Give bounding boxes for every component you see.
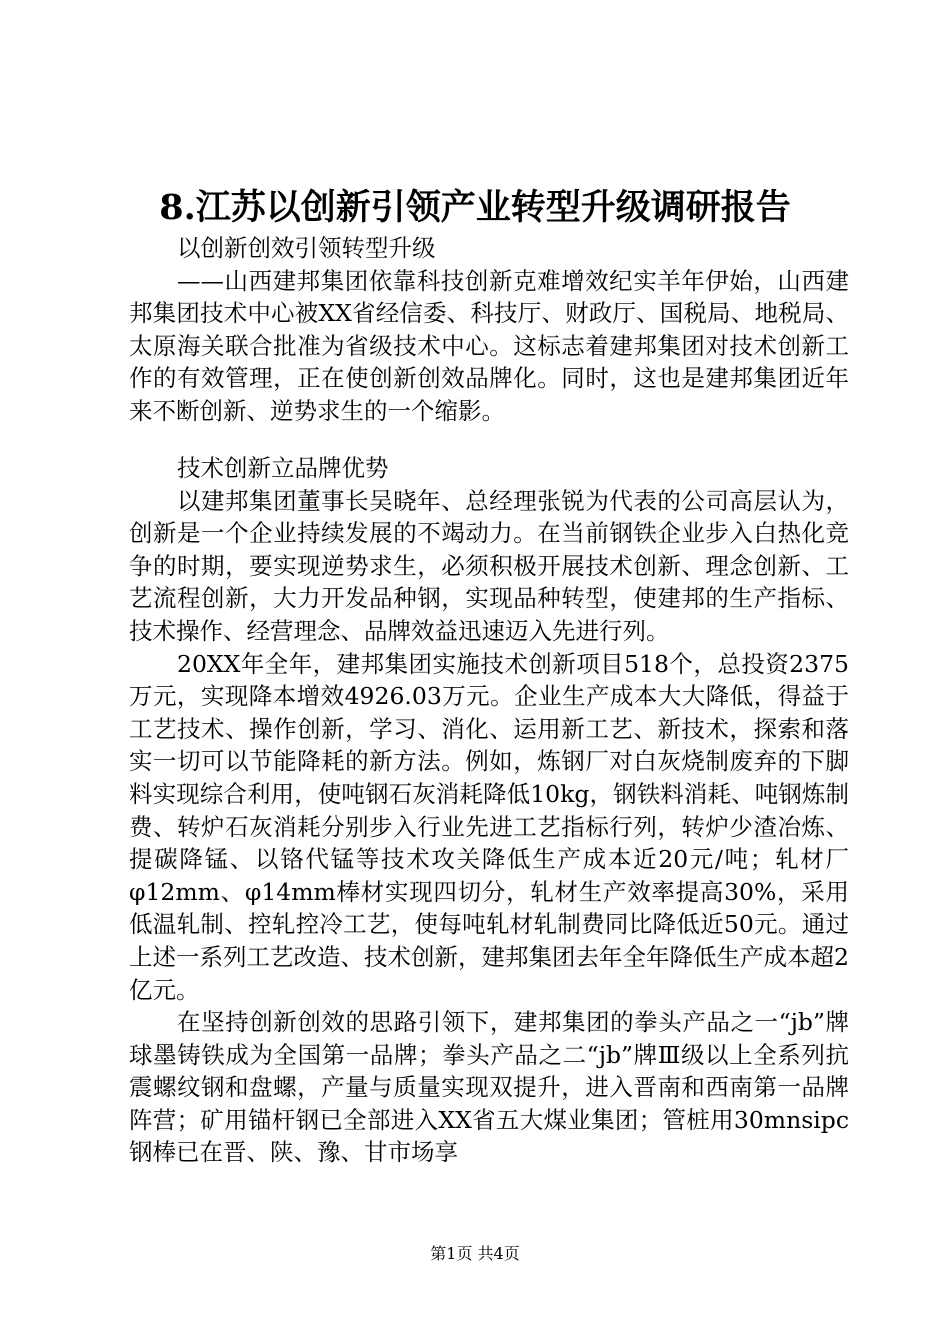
body-paragraph: 20XX年全年，建邦集团实施技术创新项目518个，总投资2375万元，实现降本增效4926.03万元。企业生产成本大大降低，得益于工艺技术、操作创新，学习、消化、运用新工艺、新技术，探索和落实一切可以节能降耗的新方法。例如，炼钢厂对白灰烧制废弃的下脚料实现综合利用，使吨钢石灰消耗降低10kg，钢铁料消耗、吨钢炼制费、转炉石灰消耗分别步入行业先进工艺指标行列，转炉少渣冶炼、提碳降锰、以铬代锰等技术攻关降低生产成本近20元/吨；轧材厂φ12mm、φ14mm棒材实现四切分，轧材生产效率提高30%，采用低温轧制、控轧控冷工艺，使每吨轧材轧制费同比降低近50元。通过上述一系列工艺改造、技术创新，建邦集团去年全年降低生产成本超2亿元。	[129, 649, 849, 1004]
intro-paragraph: ——山西建邦集团依靠科技创新克难增效纪实羊年伊始，山西建邦集团技术中心被XX省经信委、科技厅、财政厅、国税局、地税局、太原海关联合批准为省级技术中心。这标志着建邦集团对技术创新工作的有效管理，正在使创新创效品牌化。同时，这也是建邦集团近年来不断创新、逆势求生的一个缩影。	[129, 266, 849, 425]
intro-block	[129, 232, 849, 428]
body-paragraph: 以建邦集团董事长吴晓年、总经理张锐为代表的公司高层认为，创新是一个企业持续发展的不竭动力。在当前钢铁企业步入白热化竞争的时期，要实现逆势求生，必须积极开展技术创新、理念创新、工艺流程创新，大力开发品种钢，实现品种转型，使建邦的生产指标、技术操作、经营理念、品牌效益迅速迈入先进行列。	[129, 486, 849, 645]
subtitle: 以创新创效引领转型升级	[177, 234, 436, 262]
section-block	[129, 452, 849, 1169]
page-footer: 第1页 共4页	[430, 1244, 520, 1263]
section-heading: 技术创新立品牌优势	[177, 454, 389, 482]
body-paragraph: 在坚持创新创效的思路引领下，建邦集团的拳头产品之一“jb”牌球墨铸铁成为全国第一品牌；拳头产品之二“jb”牌Ⅲ级以上全系列抗震螺纹钢和盘螺，产量与质量实现双提升，进入晋南和西南第一品牌阵营；矿用锚杆钢已全部进入XX省五大煤业集团；管桩用30mnsipc钢棒已在晋、陕、豫、甘市场享	[129, 1008, 849, 1167]
document-title: 8.江苏以创新引领产业转型升级调研报告	[159, 187, 791, 228]
